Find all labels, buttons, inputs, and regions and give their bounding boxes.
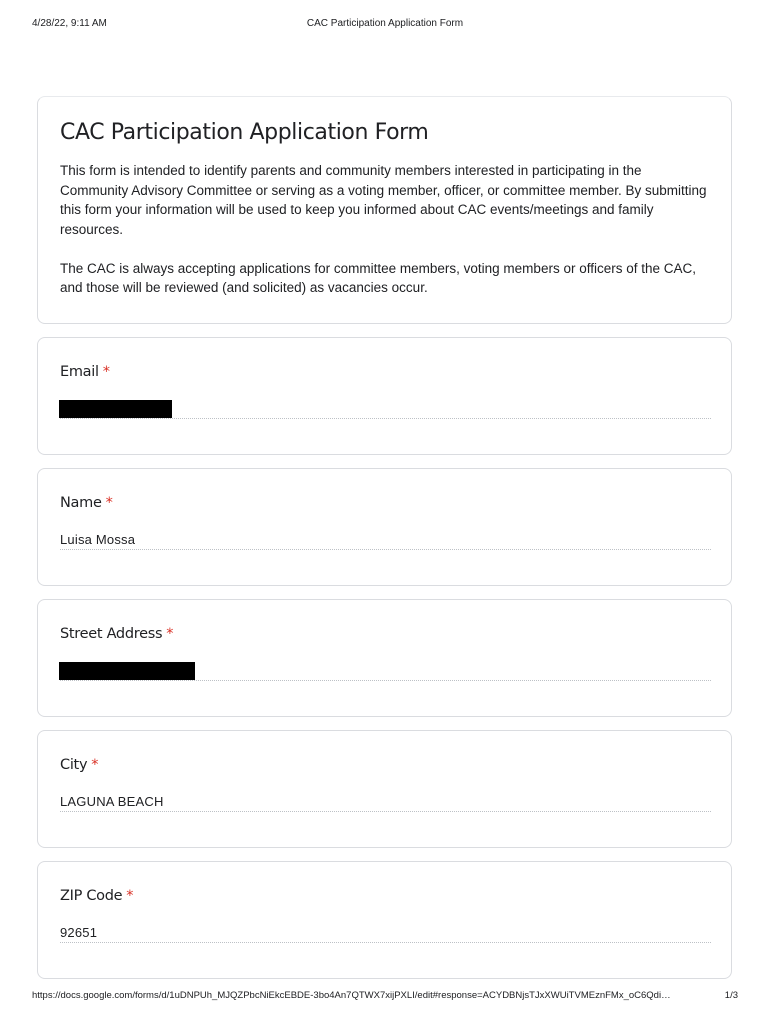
question-label xyxy=(60,495,113,511)
question-label xyxy=(60,888,133,904)
question-card-city xyxy=(37,730,732,848)
question-title: ZIP Code xyxy=(60,888,123,904)
question-card-name xyxy=(37,468,732,586)
question-title: City xyxy=(60,757,88,773)
question-label xyxy=(60,626,173,642)
form-description: This form is intended to identify parents and community members interested in participating in the Community Advisory Committee or serving as a voting member, officer, or committee member. By submitting this form your information will be used to keep you informed about CAC events/meetings and family resources. The CAC is always accepting applications for committee members, voting members or officers of the CAC, and those will be reviewed (and solicited) as vacancies occur. xyxy=(60,163,707,295)
required-asterisk: * xyxy=(91,757,99,773)
name-answer-field[interactable] xyxy=(60,531,711,550)
redaction-block xyxy=(59,662,195,680)
email-answer-field[interactable] xyxy=(60,400,711,419)
required-asterisk: * xyxy=(166,626,174,642)
print-date: 4/28/22, 9:11 AM xyxy=(32,18,107,29)
answer-text: 92651 xyxy=(60,925,98,940)
print-header xyxy=(32,18,738,32)
zip-code-answer-field[interactable] xyxy=(60,924,711,943)
question-label xyxy=(60,757,98,773)
print-url[interactable]: https://docs.google.com/forms/d/1uDNPUh_MJQZPbcNiEkcEBDE-3bo4An7QTWX7xijPXLI/edit#response=ACYDBNjsTJxXWUiTVMEznFMx_oC6Qdi… xyxy=(32,990,671,1001)
question-title: Street Address xyxy=(60,626,163,642)
page-number: 1/3 xyxy=(724,990,738,1001)
question-title: Email xyxy=(60,364,99,380)
print-footer xyxy=(32,990,738,1002)
question-label xyxy=(60,364,110,380)
redaction-block xyxy=(59,400,172,418)
required-asterisk: * xyxy=(105,495,113,511)
answer-text: LAGUNA BEACH xyxy=(60,794,164,809)
question-card-email xyxy=(37,337,732,455)
question-card-zip-code xyxy=(37,861,732,979)
form-title: CAC Participation Application Form xyxy=(60,120,429,145)
answer-text: Luisa Mossa xyxy=(60,532,136,547)
required-asterisk: * xyxy=(126,888,134,904)
question-title: Name xyxy=(60,495,102,511)
street-address-answer-field[interactable] xyxy=(60,662,711,681)
city-answer-field[interactable] xyxy=(60,793,711,812)
required-asterisk: * xyxy=(102,364,110,380)
question-card-street-address xyxy=(37,599,732,717)
print-document-title: CAC Participation Application Form xyxy=(306,18,464,29)
form-header-card xyxy=(37,96,732,324)
